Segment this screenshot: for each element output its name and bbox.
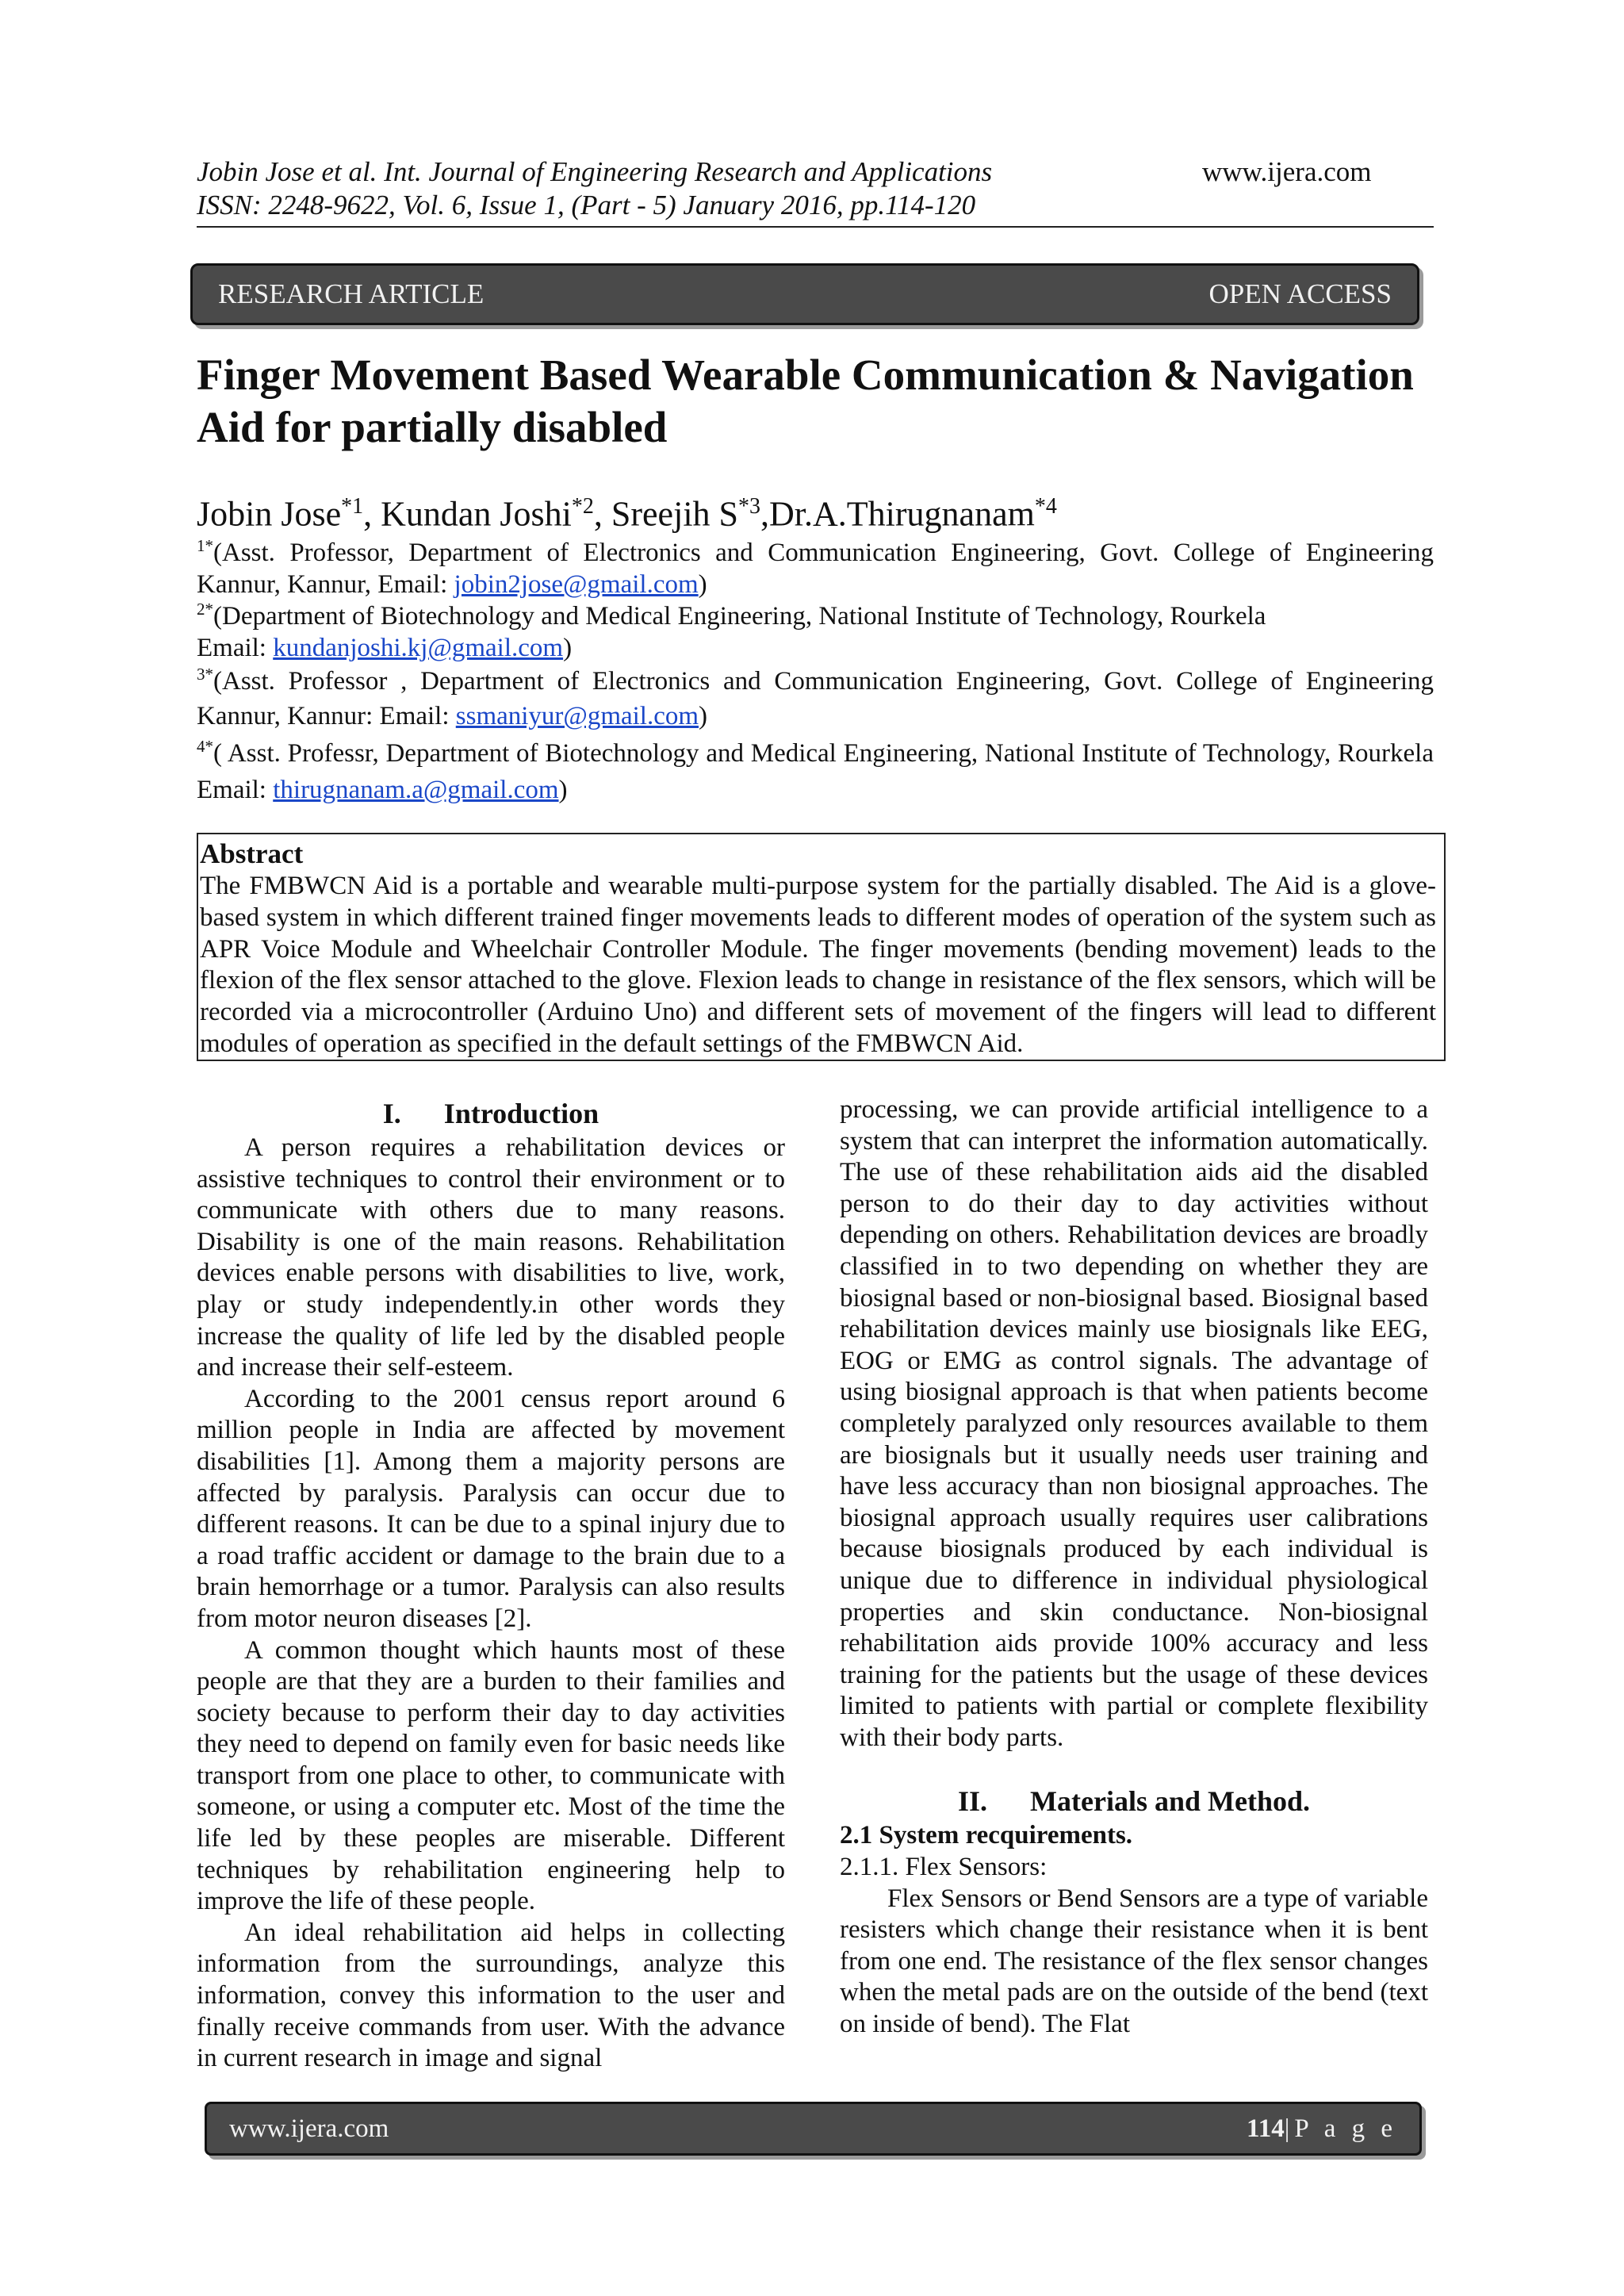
article-type-banner [190, 263, 1419, 325]
right-column [840, 1094, 1428, 2041]
affiliation-tail: ) [558, 776, 568, 804]
affiliation-2 [197, 593, 1434, 664]
email-link[interactable]: ssmaniyur@gmail.com [455, 702, 699, 730]
affiliation-text: (Asst. Professor , Department of Electronics and Communication Engineering, Govt. College of Engineering Kannur, Kannur: Email: [197, 667, 1434, 730]
affiliation-text: Email: [197, 634, 274, 662]
paragraph: According to the 2001 census report around 6 million people in India are affected by movement disabilities [1]. Among them a majority persons are affected by paralysis. Paralysis can occur due to different reasons. It can be due to a spinal injury due to a road traffic accident or damage to the brain due to a brain hemorrhage or a tumor. Paralysis can also results from motor neuron diseases [2]. [197, 1384, 785, 1633]
author-list [197, 486, 1057, 535]
section-heading-materials: II. Materials and Method. [958, 1785, 1310, 1818]
author-separator: , [593, 494, 611, 534]
affiliation-text: (Asst. Professor, Department of Electronics and Communication Engineering, Govt. College of Engineering Kannur, Kannur, Email: [197, 539, 1434, 599]
email-link[interactable]: jobin2jose@gmail.com [454, 570, 699, 599]
author-name: Jobin Jose [197, 494, 342, 534]
author-name: Kundan Joshi [381, 494, 572, 534]
header-rule [197, 226, 1434, 228]
abstract-body: The FMBWCN Aid is a portable and wearable multi-purpose system for the partially disabled. The Aid is a glove-based system in which different trained finger movements leads to different modes of operation of the system such as APR Voice Module and Wheelchair Controller Module. The finger movements (bending movement) leads to the flexion of the flex sensor attached to the glove. Flexion leads to change in resistance of the flex sensors, which will be recorded via a microcontroller (Arduino Uno) and different sets of movement of the fingers will lead to different modules of operation as specified in the default settings of the FMBWCN Aid. [200, 872, 1436, 1058]
paragraph: processing, we can provide artificial intelligence to a system that can interpret the information automatically. The use of these rehabilitation aids aid the disabled person to do their day to day activities without depending on others. Rehabilitation devices are broadly classified in to two depending on whether they are biosignal based or non-biosignal based. Biosignal based rehabilitation devices mainly use biosignals like EEG, EOG or EMG as control signals. The advantage of using biosignal approach is that when patients become completely paralyzed only resources available to them are biosignals but it usually needs user training and have less accuracy than non biosignal approaches. The biosignal approach usually requires user calibrations because biosignals produced by each individual is unique due to difference in individual physiological properties and skin conductance. Non-biosignal rehabilitation aids provide 100% accuracy and less training for the patients but the usage of these devices limited to patients with partial or complete flexibility with their body parts. [840, 1095, 1428, 1752]
affiliation-tail: ) [698, 570, 707, 599]
header-website: www.ijera.com [1202, 156, 1372, 187]
affiliation-4 [197, 728, 1434, 808]
research-article-label: RESEARCH ARTICLE [218, 278, 485, 309]
section-heading-introduction: I. Introduction [382, 1098, 599, 1129]
paragraph: Flex Sensors or Bend Sensors are a type of variable resisters which change their resistance when it is bent from one end. The resistance of the flex sensor changes when the metal pads are on the outside of the bend (text on inside of bend). The Flat [840, 1884, 1428, 2039]
email-link[interactable]: thirugnanam.a@gmail.com [273, 776, 559, 804]
abstract-heading: Abstract [200, 838, 304, 869]
author-marker: *3 [738, 494, 761, 519]
affiliation-text: ( Asst. Professr, Department of Biotechnology and Medical Engineering, National Institute of Technology, Rourkela Email: [197, 739, 1434, 804]
paragraph: An ideal rehabilitation aid helps in collecting information from the surroundings, analyze this information, convey this information to the user and finally receive commands from user. With the advance in current research in image and signal [197, 1918, 785, 2073]
affiliation-marker: 2* [197, 600, 213, 619]
paragraph: A person requires a rehabilitation devices or assistive techniques to control their environment or to communicate with others due to many reasons. Disability is one of the main reasons. Rehabilitation devices enable persons with disabilities to live, work, play or study independently.in other words they increase the quality of life led by the disabled people and increase their self-esteem. [197, 1133, 785, 1382]
author-marker: *2 [571, 494, 594, 519]
affiliation-3 [197, 657, 1434, 734]
paper-title: Finger Movement Based Wearable Communication & Navigation Aid for partially disabled [197, 351, 1414, 451]
affiliation-1 [197, 530, 1434, 600]
author-name: Dr.A.Thirugnanam [769, 494, 1035, 534]
author-separator: , [760, 494, 770, 534]
paragraph: A common thought which haunts most of these people are that they are a burden to their families and society because to perform their day to day activities they need to depend on family even for basic needs like transport from one place to other, to communicate with someone, or using a computer etc. Most of the time the life led by these peoples are miserable. Different techniques by rehabilitation engineering help to improve the life of these people. [197, 1635, 785, 1916]
author-separator: , [363, 494, 381, 534]
affiliation-marker: 3* [197, 665, 213, 684]
author-marker: *1 [341, 494, 364, 519]
author-marker: *4 [1034, 494, 1057, 519]
page-number [1247, 2114, 1397, 2144]
subsection-heading: 2.1 System recquirements. [840, 1821, 1133, 1850]
subsubsection-heading: 2.1.1. Flex Sensors: [840, 1853, 1048, 1882]
abstract-box [197, 833, 1446, 1061]
affiliation-tail: ) [699, 702, 708, 730]
open-access-label: OPEN ACCESS [1208, 278, 1392, 309]
affiliation-marker: 1* [197, 536, 213, 555]
issn-line: ISSN: 2248-9622, Vol. 6, Issue 1, (Part - 5) January 2016, pp.114-120 [197, 190, 976, 220]
page-number-value: 114 [1247, 2114, 1285, 2143]
affiliation-text: (Department of Biotechnology and Medical Engineering, National Institute of Technology, Rourkela [213, 602, 1266, 631]
footer-website: www.ijera.com [229, 2114, 389, 2143]
left-column [197, 1094, 785, 2075]
affiliation-marker: 4* [197, 737, 213, 756]
page-footer [205, 2102, 1422, 2156]
author-name: Sreejih S [611, 494, 739, 534]
journal-citation: Jobin Jose et al. Int. Journal of Engineering Research and Applications [197, 156, 993, 187]
affiliation-tail: ) [563, 634, 573, 662]
page-label: |P a g e [1284, 2114, 1397, 2143]
email-link[interactable]: kundanjoshi.kj@gmail.com [273, 634, 564, 662]
